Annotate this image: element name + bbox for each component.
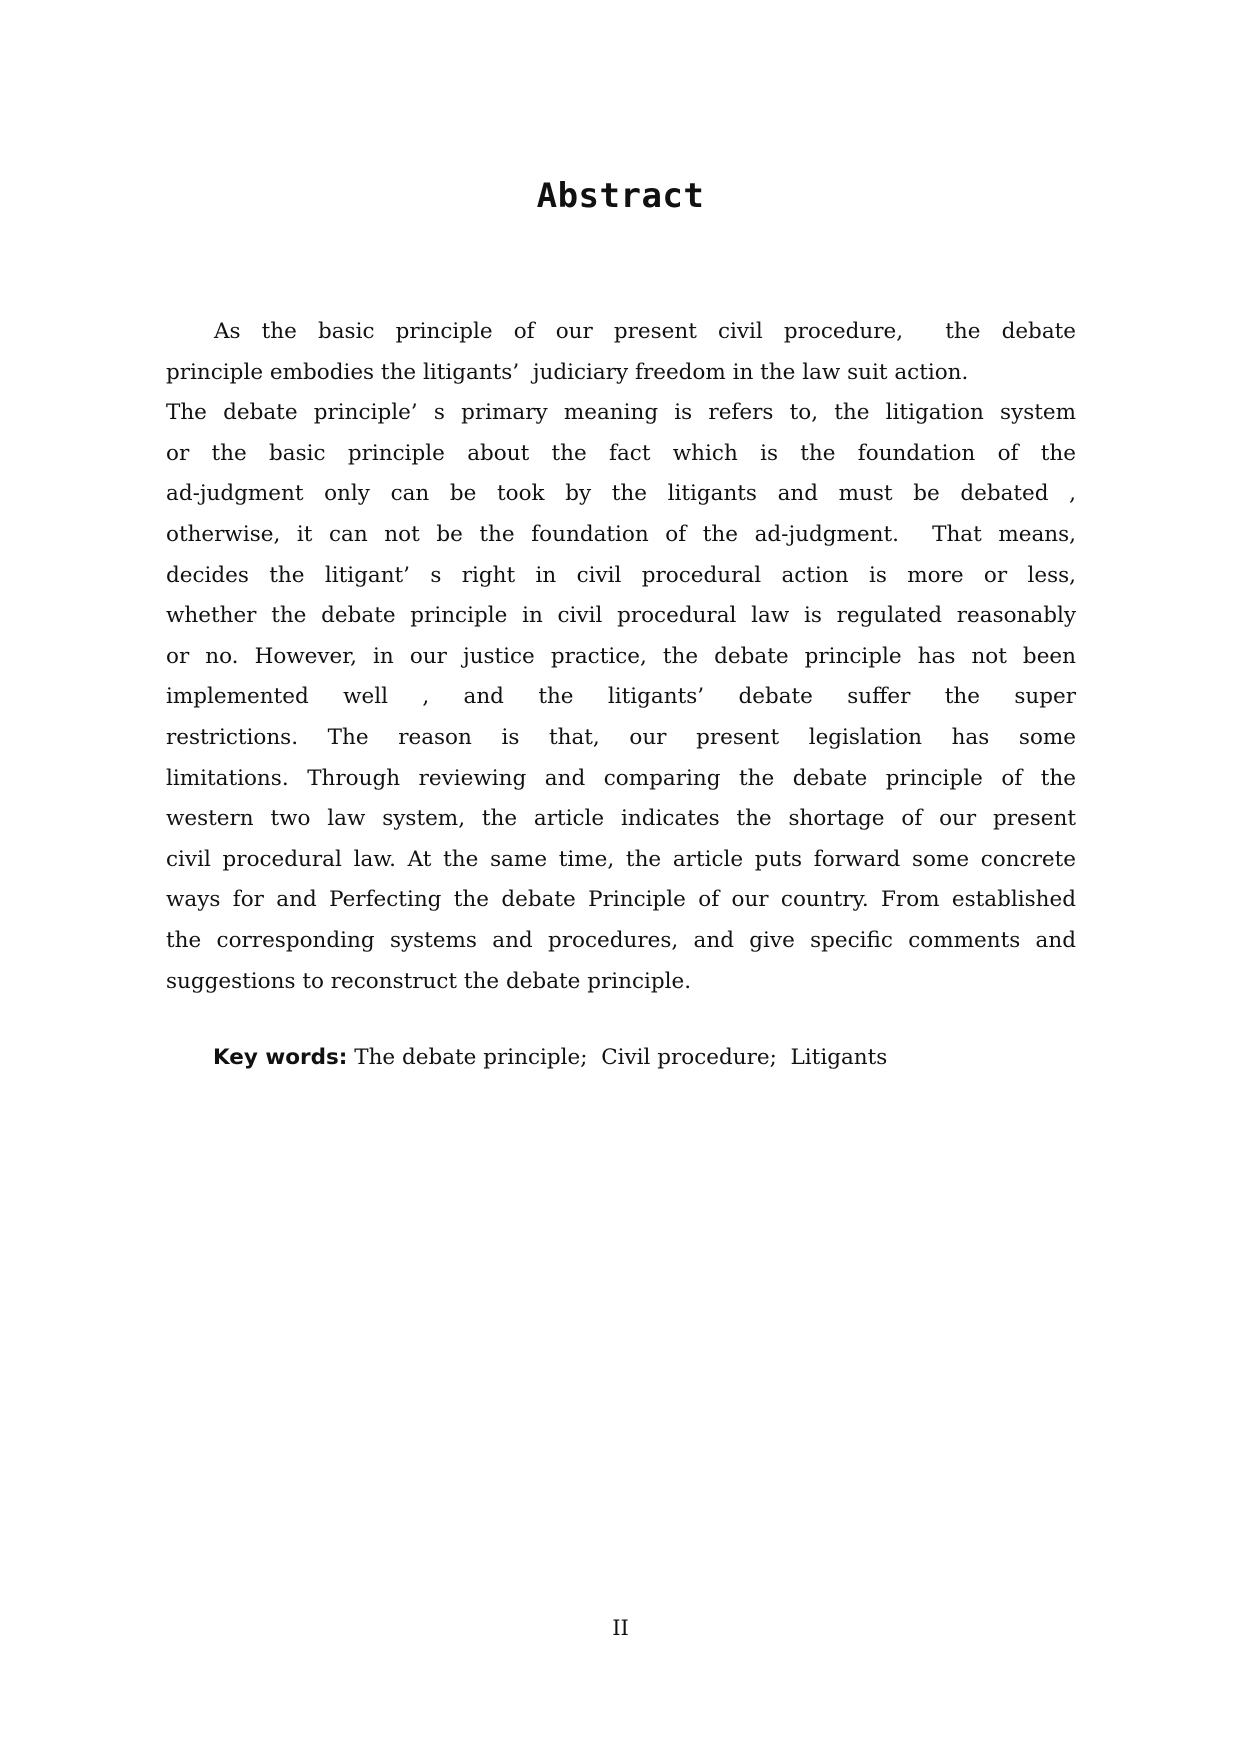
keywords-text: The debate principle; Civil procedure; Litigants (347, 1045, 888, 1070)
keywords-label: Key words: (213, 1045, 348, 1070)
abstract-line: western two law system, the article indicates the shortage of our present (166, 806, 1076, 832)
abstract-line: The debate principle’ s primary meaning is refers to, the litigation system (166, 400, 1076, 426)
abstract-line: civil procedural law. At the same time, the article puts forward some concrete (166, 846, 1076, 872)
abstract-line: ad-judgment only can be took by the litigants and must be debated , (166, 481, 1076, 507)
page-number: II (612, 1616, 629, 1640)
abstract-line: ways for and Perfecting the debate Principle of our country. From established (166, 887, 1076, 913)
abstract-title: Abstract (536, 176, 705, 216)
abstract-line: or no. However, in our justice practice, the debate principle has not been (166, 643, 1076, 669)
keywords-line (213, 1038, 887, 1078)
abstract-line: the corresponding systems and procedures, and give specific comments and (166, 927, 1076, 953)
abstract-line: As the basic principle of our present civil procedure, the debate (214, 319, 1076, 344)
abstract-line: implemented well , and the litigants’ debate suffer the super (166, 684, 1076, 710)
abstract-body (166, 312, 1076, 1002)
abstract-line: restrictions. The reason is that, our present legislation has some (166, 724, 1076, 750)
abstract-line: decides the litigant’ s right in civil procedural action is more or less, (166, 562, 1076, 588)
abstract-line: otherwise, it can not be the foundation of the ad-judgment. That means, (166, 521, 1076, 547)
abstract-line: limitations. Through reviewing and comparing the debate principle of the (166, 765, 1076, 791)
abstract-line: whether the debate principle in civil procedural law is regulated reasonably (166, 603, 1076, 629)
abstract-line: or the basic principle about the fact which is the foundation of the (166, 440, 1076, 466)
abstract-line: principle embodies the litigants’ judiciary freedom in the law suit action. (166, 359, 969, 385)
abstract-line: suggestions to reconstruct the debate principle. (166, 968, 692, 994)
